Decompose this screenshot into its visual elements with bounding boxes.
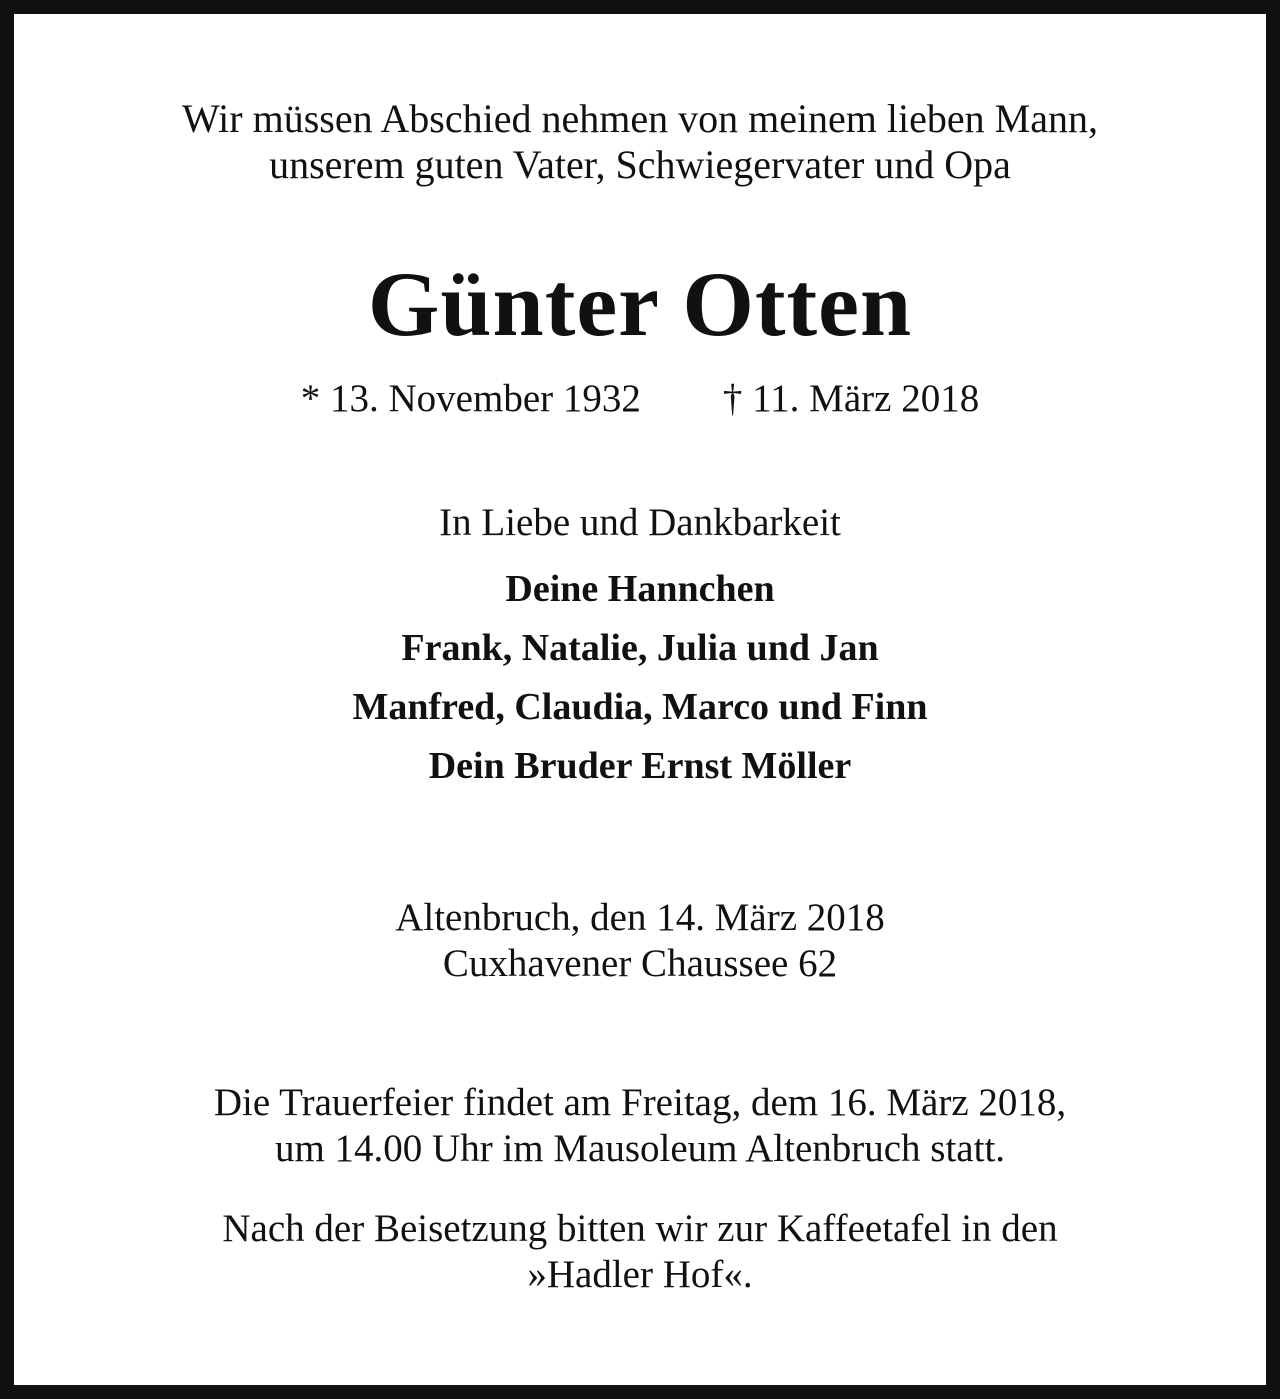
address: Cuxhavener Chaussee 62 [442, 942, 838, 985]
mourner-line: Dein Bruder Ernst Möller [428, 745, 852, 787]
mourner-line: Manfred, Claudia, Marco und Finn [352, 686, 928, 728]
birth-date: * 13. November 1932 [300, 377, 641, 420]
place-date: Altenbruch, den 14. März 2018 [395, 896, 885, 939]
intro-line-1: Wir müssen Abschied nehmen von meinem lieben Mann, [182, 96, 1098, 141]
funeral-info-line-2: um 14.00 Uhr im Mausoleum Altenbruch statt. [274, 1127, 1006, 1170]
deceased-name: Günter Otten [367, 253, 913, 355]
death-date: † 11. März 2018 [722, 377, 980, 420]
mourner-line: Frank, Natalie, Julia und Jan [401, 627, 879, 669]
mourner-line: Deine Hannchen [505, 568, 775, 610]
reception-info-line-1: Nach der Beisetzung bitten wir zur Kaffeetafel in den [222, 1207, 1058, 1250]
reception-info-line-2: »Hadler Hof«. [527, 1253, 753, 1296]
intro-line-2: unserem guten Vater, Schwiegervater und Opa [269, 142, 1011, 187]
funeral-info-line-1: Die Trauerfeier findet am Freitag, dem 16. März 2018, [213, 1081, 1067, 1124]
life-dates [14, 376, 1266, 422]
mourners-heading: In Liebe und Dankbarkeit [439, 501, 841, 544]
